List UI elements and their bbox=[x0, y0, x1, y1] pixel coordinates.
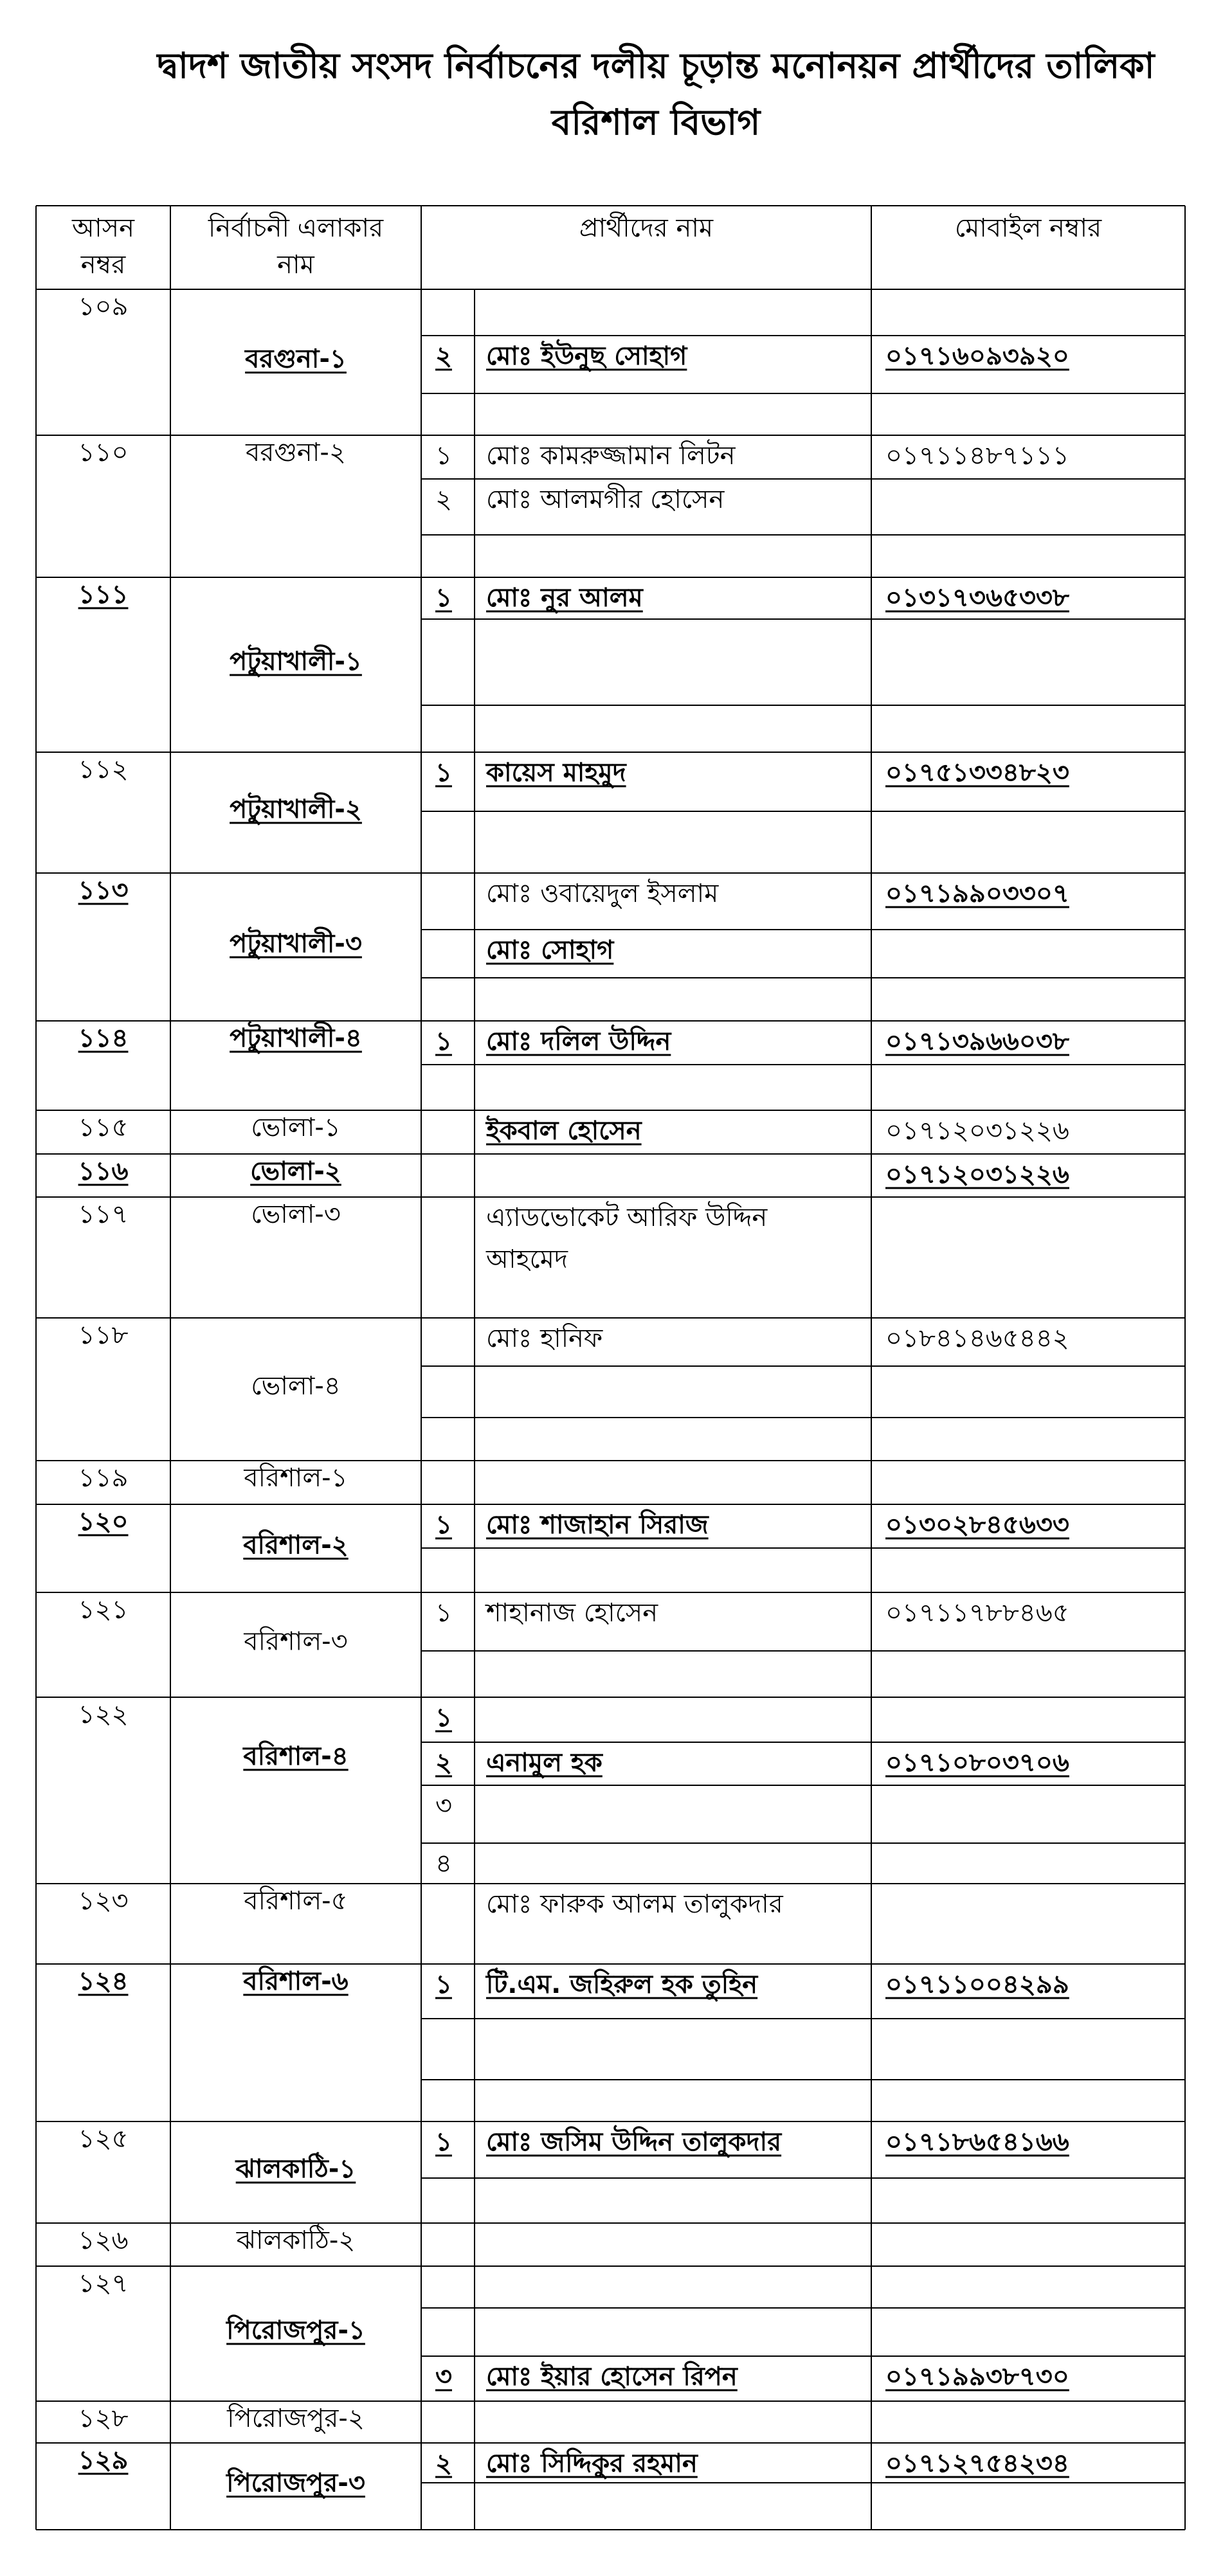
header-candidates: প্রার্থীদের নাম bbox=[579, 213, 714, 243]
seat-number: ১২৮ bbox=[78, 2404, 129, 2433]
candidate-name: মোঃ সোহাগ bbox=[486, 935, 614, 965]
mobile-number: ০১৭১৬০৯৩৯২০ bbox=[885, 341, 1069, 371]
serial-number: ১ bbox=[435, 1970, 452, 1999]
constituency-name: পটুয়াখালী-৩ bbox=[230, 929, 362, 959]
candidate-name: মোঃ জসিম উদ্দিন তালুকদার bbox=[486, 2127, 782, 2157]
candidate-name: আহমেদ bbox=[486, 1245, 568, 1274]
serial-number: ৩ bbox=[435, 1791, 453, 1821]
serial-number: ২ bbox=[435, 341, 453, 371]
constituency-name: পটুয়াখালী-১ bbox=[230, 647, 362, 676]
mobile-number: ০১৩০২৮৪৫৬৩৩ bbox=[885, 1510, 1069, 1540]
serial-number: ১ bbox=[435, 2127, 452, 2157]
constituency-name: ঝালকাঠি-২ bbox=[236, 2226, 356, 2255]
mobile-number: ০১৭১৯৯০৩৩০৭ bbox=[885, 879, 1069, 908]
constituency-name: পটুয়াখালী-২ bbox=[230, 795, 362, 824]
seat-number: ১২২ bbox=[78, 1700, 129, 1729]
candidate-name: এ্যাডভোকেট আরিফ উদ্দিন bbox=[486, 1203, 768, 1232]
serial-number: ১ bbox=[435, 1510, 452, 1540]
header-area: নির্বাচনী এলাকার bbox=[208, 213, 384, 243]
seat-number: ১১৮ bbox=[78, 1320, 129, 1350]
seat-number: ১২০ bbox=[78, 1507, 129, 1536]
candidate-name: টি.এম. জহিরুল হক তুহিন bbox=[486, 1970, 758, 1999]
seat-number: ১১০ bbox=[78, 438, 129, 467]
header-seat-no: নম্বর bbox=[80, 250, 126, 280]
serial-number: ৪ bbox=[435, 1849, 452, 1878]
candidate-name: এনামুল হক bbox=[486, 1748, 602, 1778]
mobile-number: ০১৭১১৭৮৮৪৬৫ bbox=[885, 1598, 1069, 1628]
seat-number: ১২৬ bbox=[78, 2226, 129, 2255]
mobile-number: ০১৮৪১৪৬৫৪৪২ bbox=[885, 1324, 1069, 1353]
serial-number: ১ bbox=[435, 583, 452, 613]
constituency-name: পিরোজপুর-২ bbox=[227, 2404, 365, 2433]
serial-number: ১ bbox=[435, 1703, 452, 1733]
seat-number: ১১৪ bbox=[78, 1023, 129, 1053]
candidate-name: মোঃ শাজাহান সিরাজ bbox=[486, 1510, 709, 1540]
constituency-name: বরিশাল-৫ bbox=[244, 1886, 348, 1916]
constituency-name: পটুয়াখালী-৪ bbox=[230, 1023, 362, 1053]
document-title: দ্বাদশ জাতীয় সংসদ নির্বাচনের দলীয় চূড়ান্ত মনোনয়ন প্রার্থীদের তালিকা bbox=[157, 45, 1155, 86]
seat-number: ১১৭ bbox=[78, 1200, 129, 1229]
mobile-number: ০১৭১১০০৪২৯৯ bbox=[885, 1970, 1069, 1999]
header-seat-no: আসন bbox=[72, 213, 134, 243]
mobile-number: ০১৭১২০৩১২২৬ bbox=[885, 1160, 1069, 1189]
candidate-name: মোঃ হানিফ bbox=[486, 1324, 603, 1353]
constituency-name: ভোলা-২ bbox=[250, 1157, 341, 1186]
serial-number: ১ bbox=[435, 1027, 452, 1056]
mobile-number: ০১৭১৯৯৩৮৭৩০ bbox=[885, 2362, 1069, 2391]
seat-number: ১০৯ bbox=[78, 292, 129, 321]
candidate-name: মোঃ ওবায়েদুল ইসলাম bbox=[486, 879, 719, 908]
mobile-number: ০১৭১৩৯৬৬০৩৮ bbox=[885, 1027, 1069, 1056]
seat-number: ১২৩ bbox=[78, 1886, 129, 1916]
serial-number: ১ bbox=[435, 441, 452, 471]
document-subtitle: বরিশাল বিভাগ bbox=[551, 102, 761, 143]
serial-number: ১ bbox=[435, 758, 452, 788]
candidate-name: কায়েস মাহমুদ bbox=[486, 758, 626, 788]
candidate-name: মোঃ কামরুজ্জামান লিটন bbox=[486, 441, 736, 471]
candidate-name: মোঃ আলমগীর হোসেন bbox=[486, 485, 725, 514]
constituency-name: ভোলা-৪ bbox=[251, 1371, 341, 1401]
header-mobile: মোবাইল নম্বার bbox=[954, 213, 1102, 243]
mobile-number: ০১৭৫১৩৩৪৮২৩ bbox=[885, 758, 1069, 788]
seat-number: ১১২ bbox=[78, 755, 129, 784]
candidate-name: মোঃ ফারুক আলম তালুকদার bbox=[486, 1889, 783, 1919]
mobile-number: ০১৭১০৮০৩৭০৬ bbox=[885, 1748, 1069, 1778]
constituency-name: পিরোজপুর-৩ bbox=[226, 2468, 365, 2498]
constituency-name: বরিশাল-২ bbox=[243, 1530, 349, 1560]
serial-number: ৩ bbox=[435, 2362, 453, 2391]
candidate-name: শাহানাজ হোসেন bbox=[486, 1598, 658, 1628]
candidate-name: ইকবাল হোসেন bbox=[486, 1116, 642, 1146]
constituency-name: বরগুনা-২ bbox=[246, 438, 346, 467]
seat-number: ১২৫ bbox=[78, 2124, 129, 2154]
constituency-name: বরিশাল-৬ bbox=[243, 1967, 349, 1996]
seat-number: ১১১ bbox=[78, 580, 129, 609]
serial-number: ২ bbox=[435, 485, 453, 514]
seat-number: ১১৫ bbox=[78, 1113, 129, 1142]
constituency-name: বরিশাল-১ bbox=[244, 1463, 348, 1493]
mobile-number: ০১৭১৮৬৫৪১৬৬ bbox=[885, 2127, 1069, 2157]
constituency-name: ভোলা-৩ bbox=[251, 1200, 341, 1229]
constituency-name: বরিশাল-৪ bbox=[243, 1742, 349, 1771]
mobile-number: ০১৭১২৭৫৪২৩৪ bbox=[885, 2449, 1069, 2478]
serial-number: ২ bbox=[435, 2449, 453, 2478]
mobile-number: ০১৭১১৪৮৭১১১ bbox=[885, 441, 1069, 471]
serial-number: ১ bbox=[435, 1598, 452, 1628]
seat-number: ১১৯ bbox=[78, 1463, 129, 1493]
candidate-name: মোঃ নুর আলম bbox=[486, 583, 643, 613]
seat-number: ১১৩ bbox=[78, 876, 129, 905]
constituency-name: ঝালকাঠি-১ bbox=[235, 2154, 356, 2184]
constituency-name: বরগুনা-১ bbox=[245, 344, 347, 374]
seat-number: ১২৪ bbox=[78, 1967, 129, 1996]
constituency-name: পিরোজপুর-১ bbox=[226, 2316, 365, 2345]
serial-number: ২ bbox=[435, 1748, 453, 1778]
candidate-name: মোঃ ইয়ার হোসেন রিপন bbox=[486, 2362, 738, 2391]
header-area: নাম bbox=[277, 250, 314, 280]
seat-number: ১২১ bbox=[78, 1595, 129, 1625]
seat-number: ১২৯ bbox=[78, 2445, 129, 2475]
constituency-name: বরিশাল-৩ bbox=[244, 1626, 348, 1657]
mobile-number: ০১৭১২০৩১২২৬ bbox=[885, 1116, 1069, 1146]
mobile-number: ০১৩১৭৩৬৫৩৩৮ bbox=[885, 583, 1069, 613]
candidate-name: মোঃ ইউনুছ সোহাগ bbox=[486, 341, 687, 371]
seat-number: ১২৭ bbox=[78, 2269, 129, 2298]
seat-number: ১১৬ bbox=[78, 1157, 129, 1186]
candidate-name: মোঃ দলিল উদ্দিন bbox=[486, 1027, 671, 1056]
candidate-name: মোঃ সিদ্দিকুর রহমান bbox=[486, 2449, 698, 2478]
constituency-name: ভোলা-১ bbox=[251, 1113, 341, 1142]
